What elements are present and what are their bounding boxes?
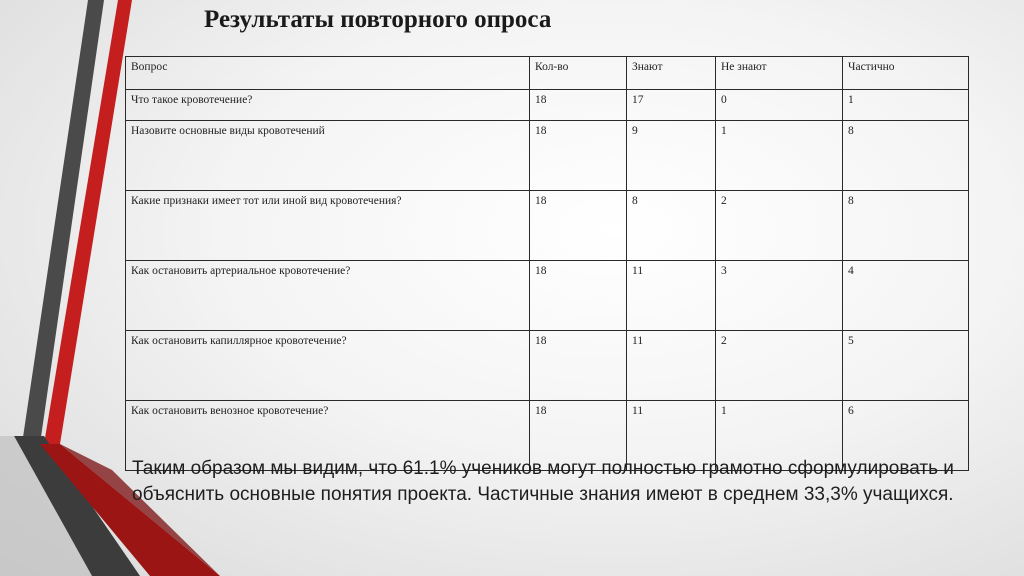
know-cell: 11 (627, 331, 716, 401)
partially-cell: 6 (843, 401, 969, 471)
dont-know-cell: 2 (716, 191, 843, 261)
question-cell: Какие признаки имеет тот или иной вид кровотечения? (126, 191, 530, 261)
count-cell: 18 (530, 121, 627, 191)
dont-know-cell: 2 (716, 331, 843, 401)
header-count: Кол-во (530, 57, 627, 90)
count-cell: 18 (530, 90, 627, 121)
know-cell: 11 (627, 401, 716, 471)
table-row (126, 121, 969, 191)
summary-text: Таким образом мы видим, что 61.1% учеников могут полностью грамотно сформулировать и объяснить основные понятия проекта. Частичные знания имеют в среднем 33,3% учащихся. (132, 458, 954, 505)
header-partially: Частично (843, 57, 969, 90)
partially-cell: 1 (843, 90, 969, 121)
know-cell: 17 (627, 90, 716, 121)
count-cell: 18 (530, 261, 627, 331)
table-row (126, 331, 969, 401)
partially-cell: 4 (843, 261, 969, 331)
dont-know-cell: 1 (716, 121, 843, 191)
partially-cell: 8 (843, 191, 969, 261)
count-cell: 18 (530, 191, 627, 261)
question-cell: Назовите основные виды кровотечений (126, 121, 530, 191)
table-row (126, 261, 969, 331)
survey-results-table (125, 56, 969, 471)
partially-cell: 8 (843, 121, 969, 191)
question-cell: Как остановить артериальное кровотечение? (126, 261, 530, 331)
know-cell: 9 (627, 121, 716, 191)
header-dont-know: Не знают (716, 57, 843, 90)
table-row (126, 90, 969, 121)
question-cell: Как остановить капиллярное кровотечение? (126, 331, 530, 401)
question-cell: Как остановить венозное кровотечение? (126, 401, 530, 471)
question-cell: Что такое кровотечение? (126, 90, 530, 121)
know-cell: 11 (627, 261, 716, 331)
dont-know-cell: 0 (716, 90, 843, 121)
table-header-row (126, 57, 969, 90)
dont-know-cell: 3 (716, 261, 843, 331)
header-question: Вопрос (126, 57, 530, 90)
count-cell: 18 (530, 401, 627, 471)
partially-cell: 5 (843, 331, 969, 401)
header-know: Знают (627, 57, 716, 90)
slide-title: Результаты повторного опроса (204, 6, 552, 33)
know-cell: 8 (627, 191, 716, 261)
table-row (126, 191, 969, 261)
dont-know-cell: 1 (716, 401, 843, 471)
count-cell: 18 (530, 331, 627, 401)
